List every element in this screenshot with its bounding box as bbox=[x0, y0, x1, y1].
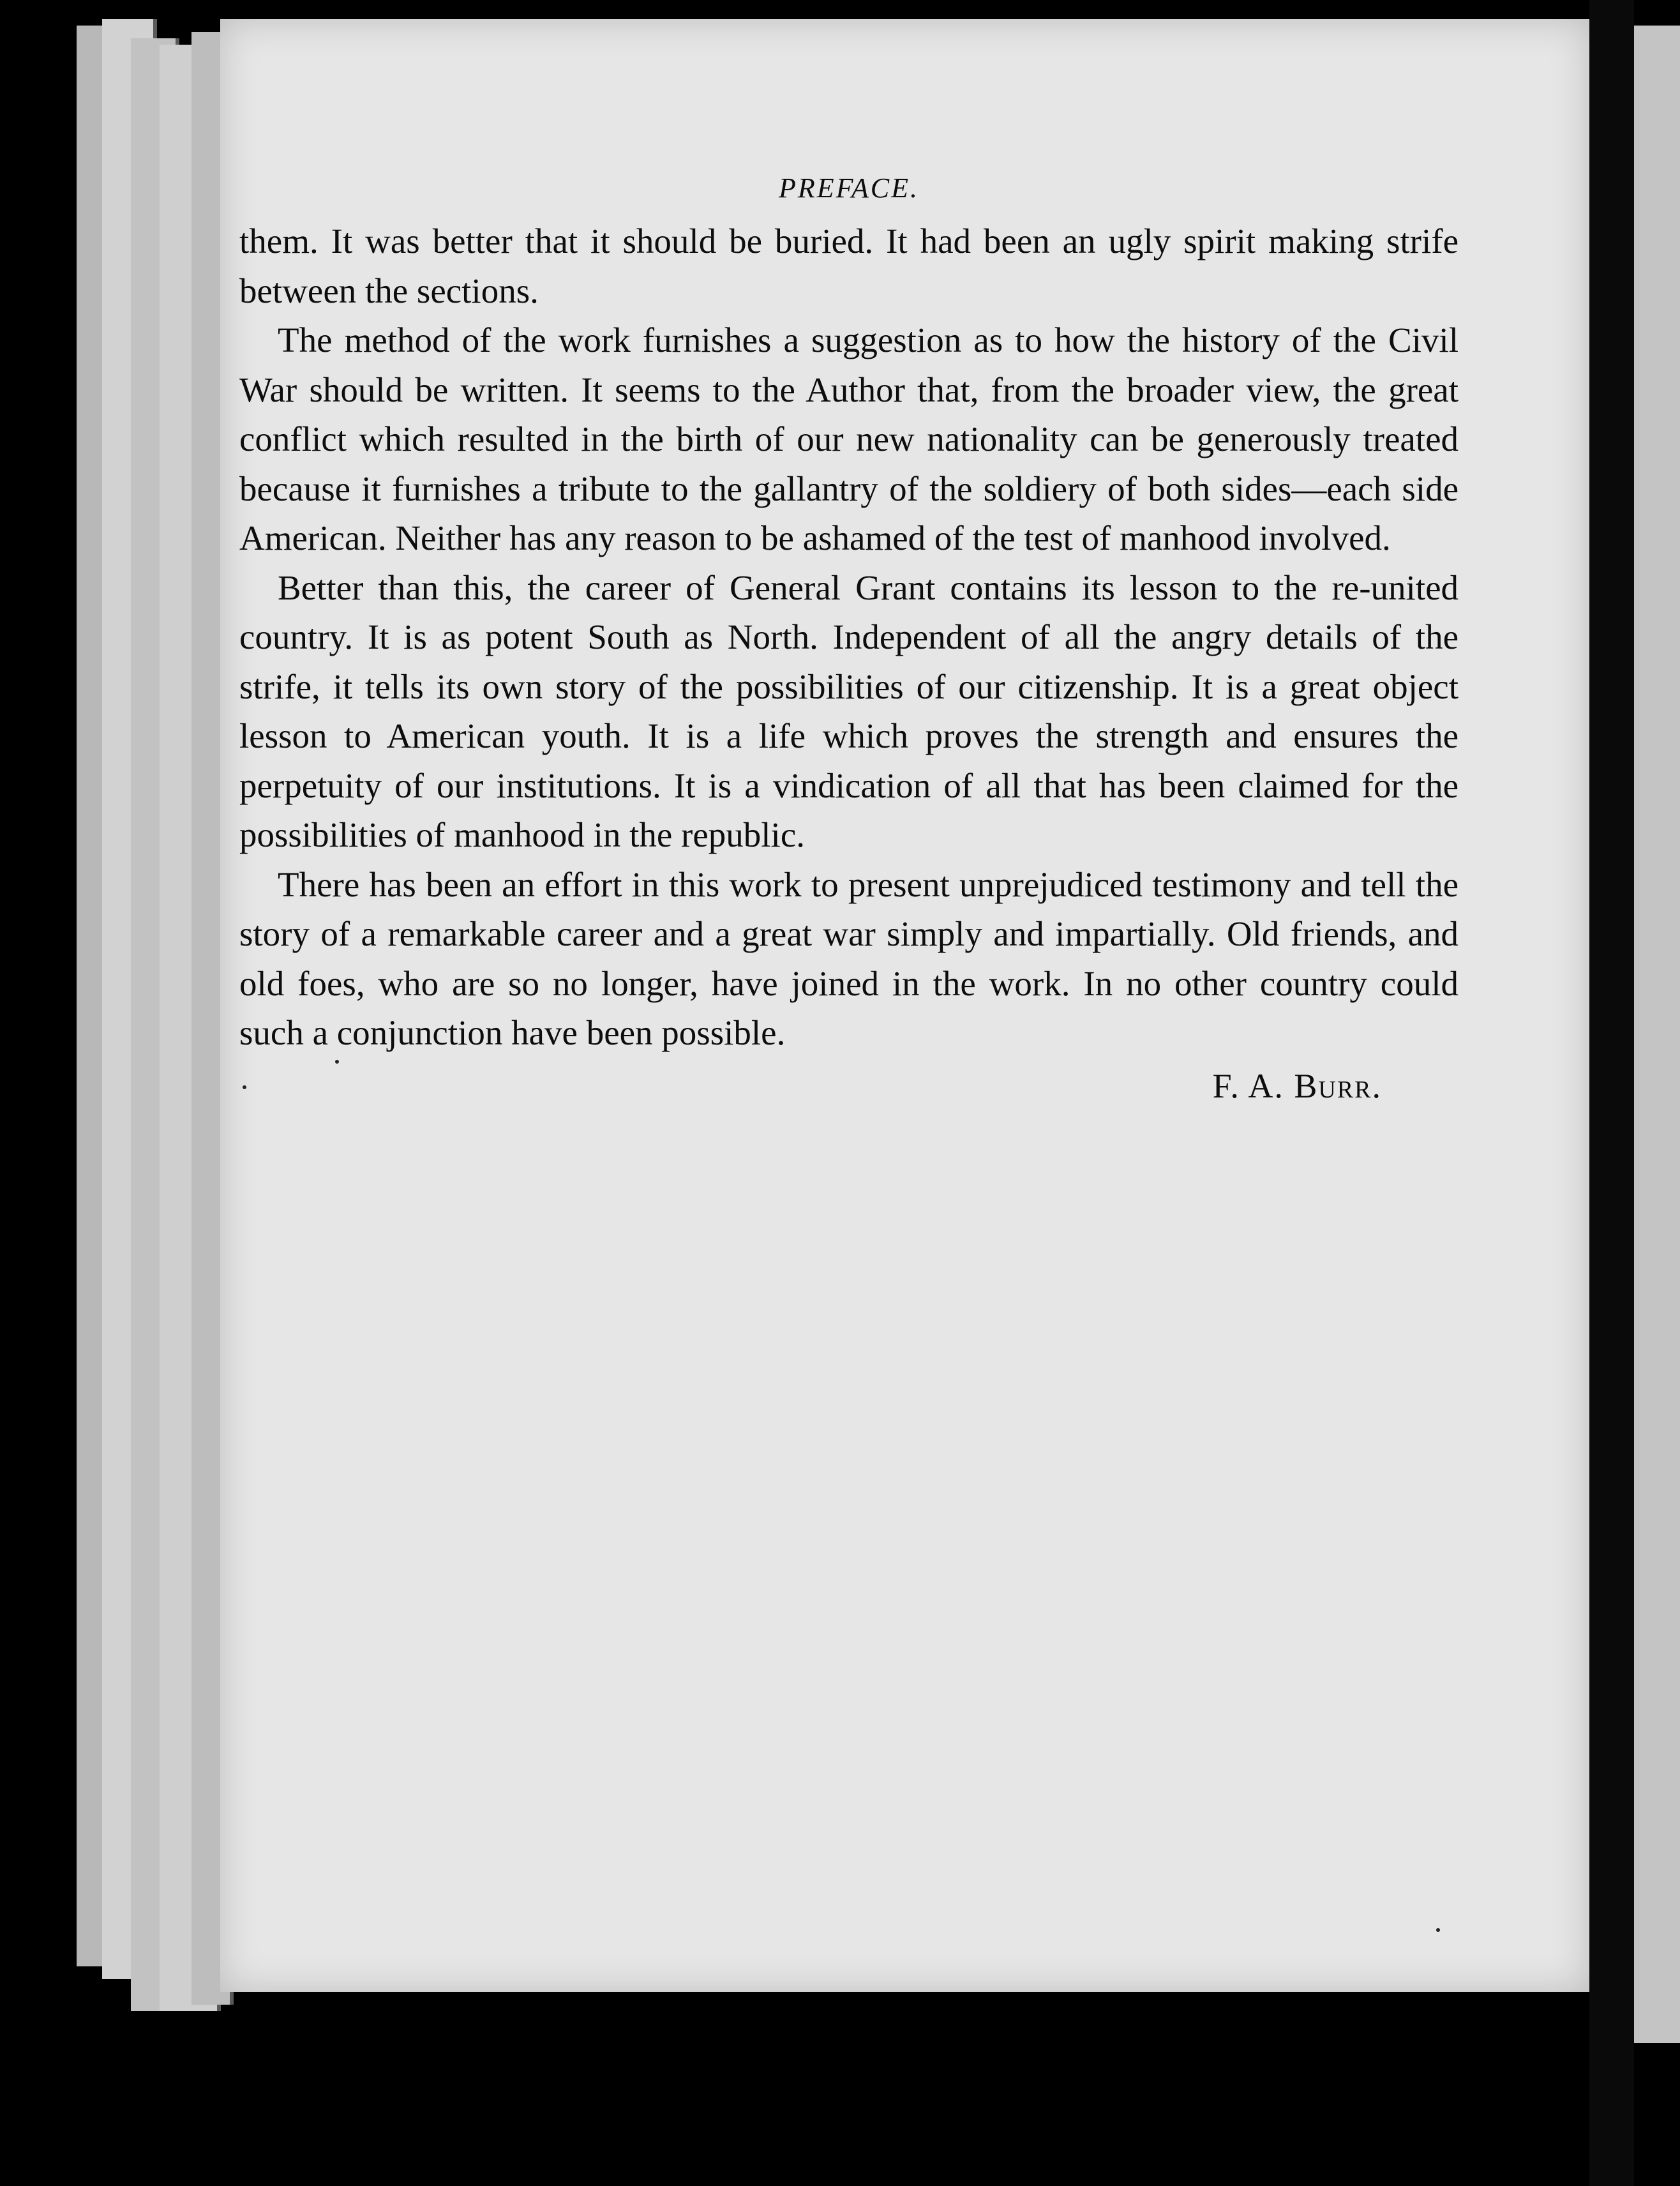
paragraph: Better than this, the career of General Grant contains its lesson to the re-united country. It is as potent South as North. Independent of all the angry details of the strife, it tells its own story of the possibilities of our citizenship. It is a great object lesson to American youth. It is a life which proves the strength and ensures the perpetuity of our institutions. It is a vindication of all that has been claimed for the possibilities of manhood in the republic. bbox=[239, 568, 1459, 854]
page-text-block bbox=[239, 169, 1459, 1111]
paragraph: them. It was better that it should be buried. It had been an ugly spirit making strife between the sections. bbox=[239, 222, 1459, 310]
bleed-through-texture bbox=[1044, 1073, 1680, 1966]
scan-speck bbox=[1436, 1928, 1440, 1932]
paragraph: There has been an effort in this work to present unprejudiced testimony and tell the story of a remarkable career and a great war simply and impartially. Old friends, and old foes, who are so no longer, have joined in the work. In no other country could such a conjunction have been possible. bbox=[239, 864, 1459, 1052]
paragraph: The method of the work furnishes a suggestion as to how the history of the Civil War should be written. It seems to the Author that, from the broader view, the great conflict which resulted in the birth of our new nationality can be generously treated because it furnishes a tribute to the gallantry of the soldiery of both sides—each side American. Neither has any reason to be ashamed of the test of manhood involved. bbox=[239, 320, 1459, 557]
running-header: PREFACE. bbox=[779, 172, 919, 204]
body-text bbox=[239, 216, 1459, 1058]
author-signature: F. A. Burr. bbox=[1212, 1066, 1382, 1105]
